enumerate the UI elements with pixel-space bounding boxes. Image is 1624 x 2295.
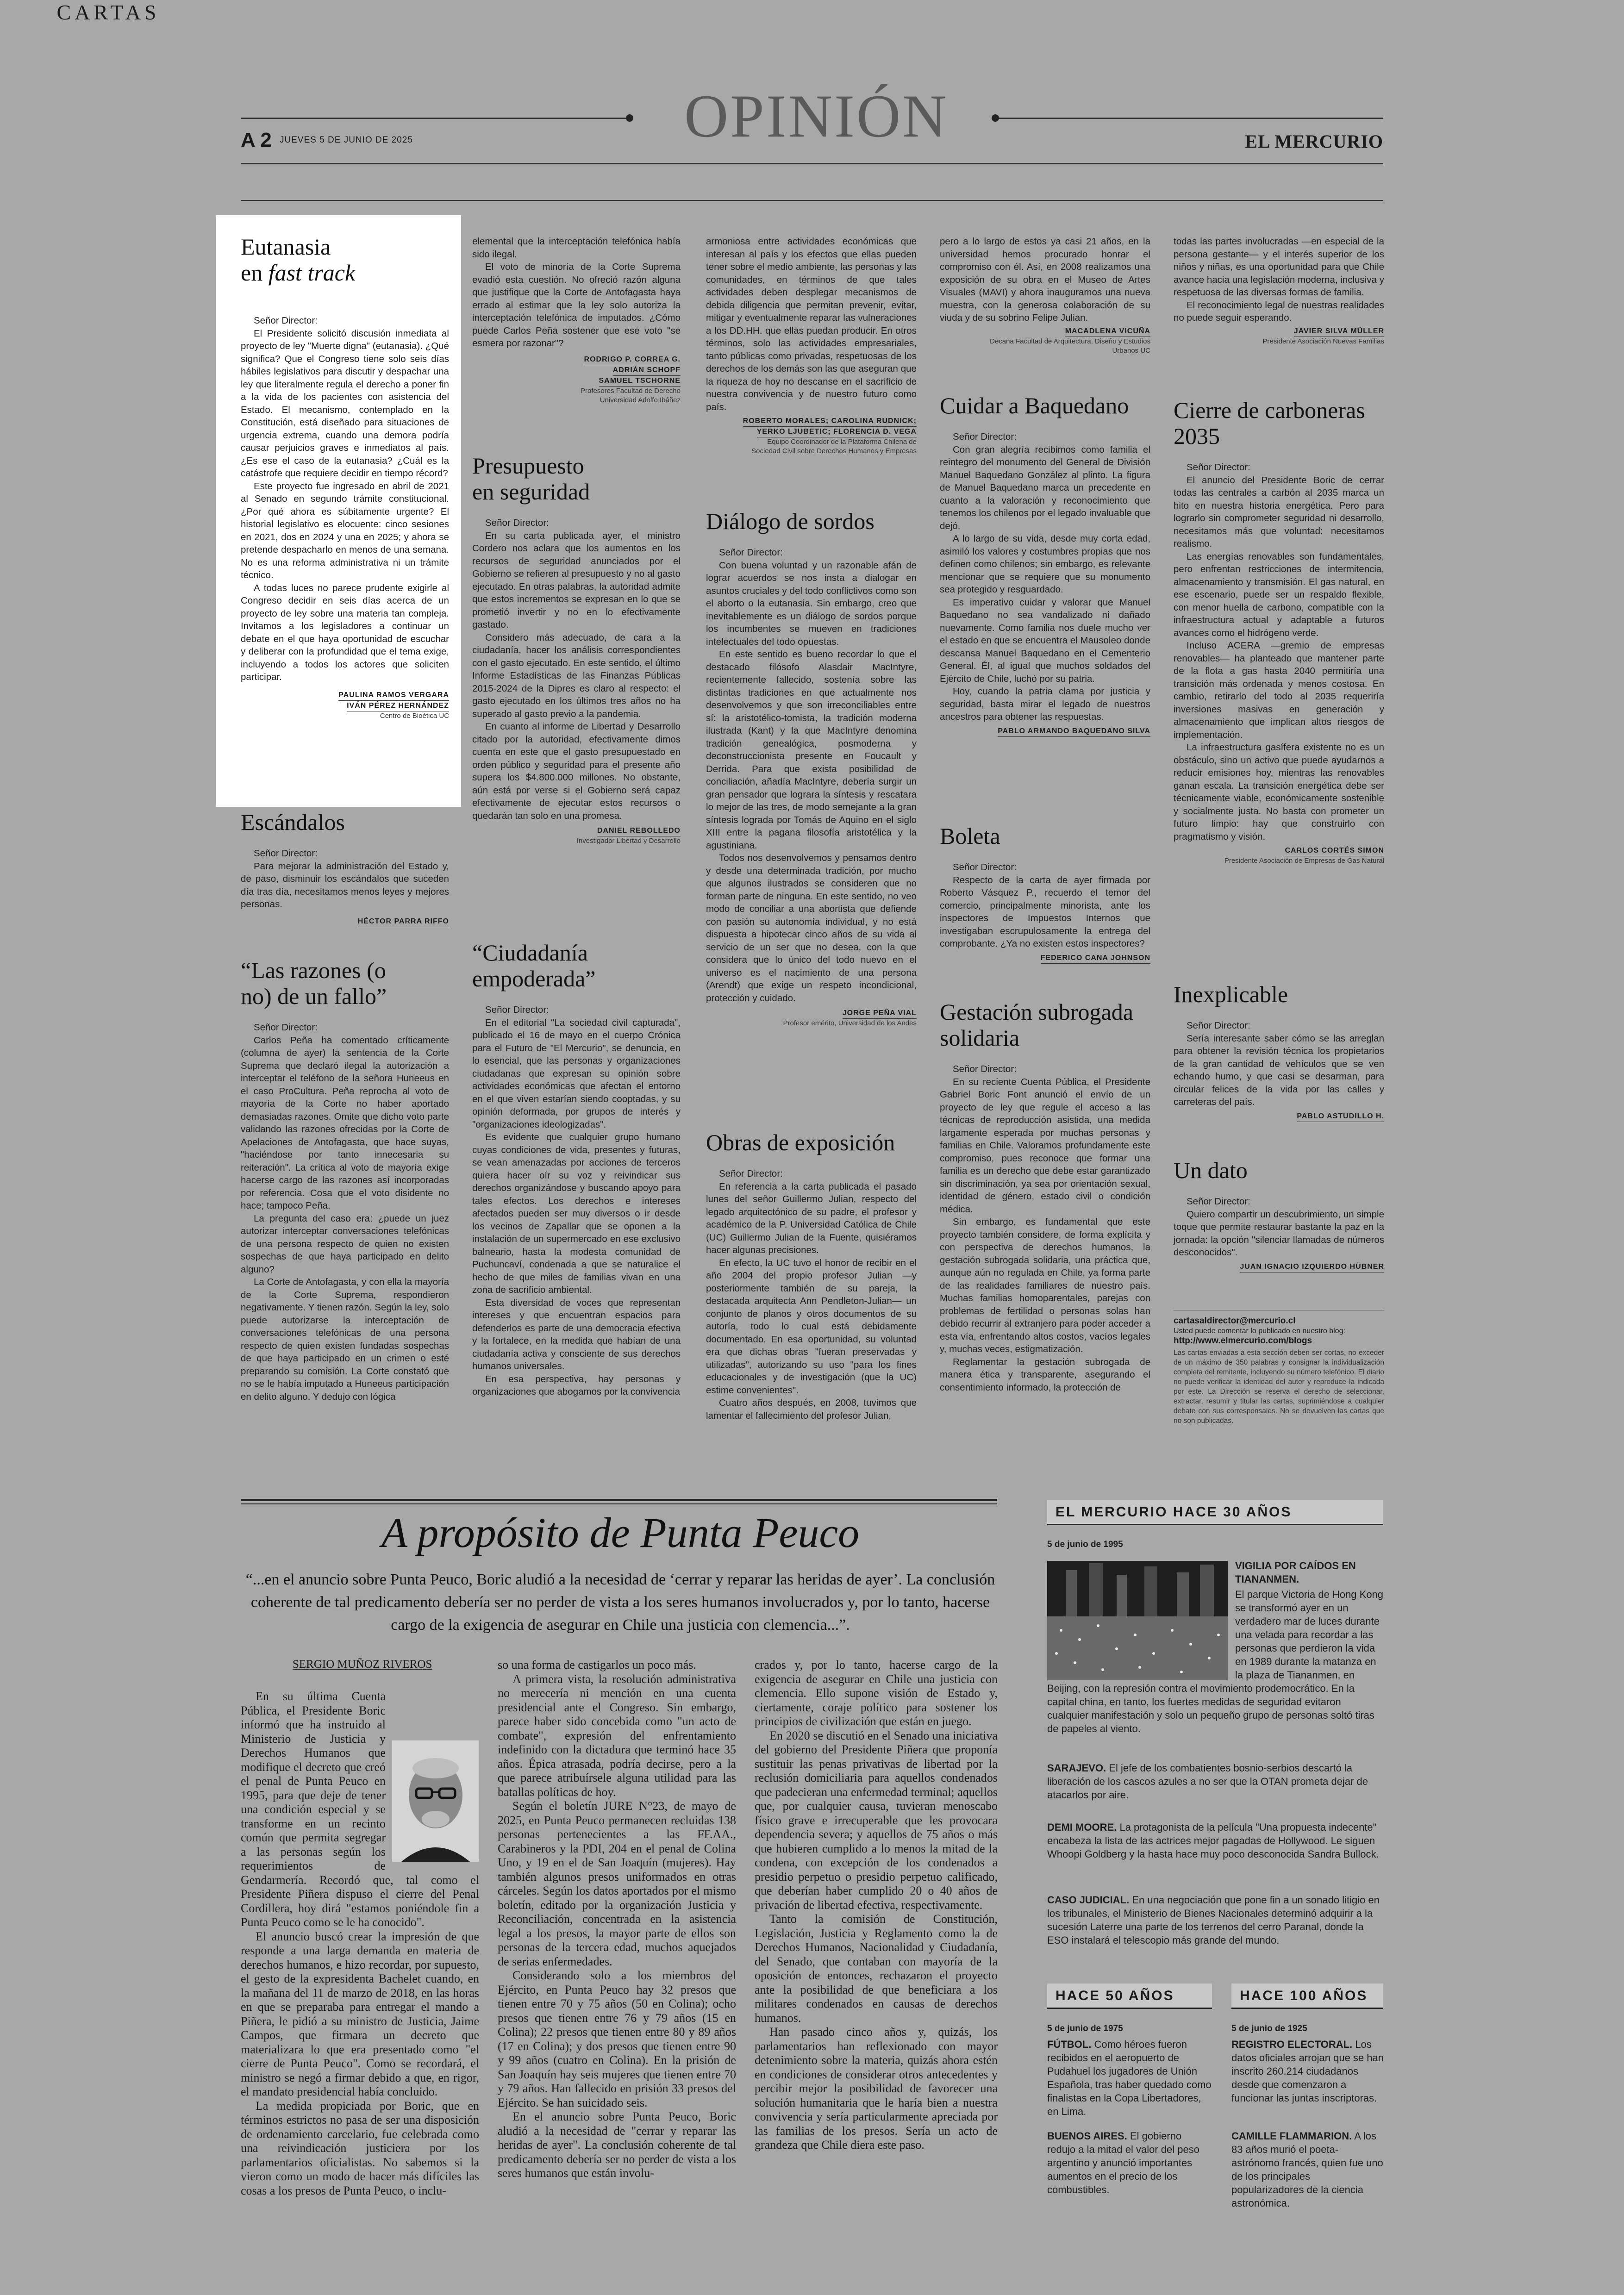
news-demi-moore: DEMI MOORE. La protagonista de la película "Una propuesta indecente" encabeza la lista de las actrices mejor pagadas de Hollywood. Le siguen Whoopi Goldberg y la hasta hace muy poco desconocida Sandra Bullock. (1047, 1821, 1379, 1860)
section-title: OPINIÓN (684, 82, 949, 150)
date-100: 5 de junio de 1925 (1231, 2024, 1307, 2033)
letter-escandalos: Escándalos Señor Director: Para mejorar la administración del Estado y, de paso, disminuir los escándalos que suceden día tras día, necesitamos menos leyes y mejores personas. HÉCTOR PARRA RIFFO (241, 809, 449, 927)
author-portrait (392, 1740, 479, 1862)
column-text-3: crados y, por lo tanto, hacerse cargo de la exigencia de asegurar en Chile una justicia con clemencia. Ello supone visión de Estado y, ciertamente, coraje político para sostener los principios de civilización que están en juego. En 2020 se discutió en el Senado una iniciativa del gobierno del Presidente Piñera que proponía sustituir las penas privativas de libertad por la reclusión domiciliaria para aquellos condenados que padecieran una enfermedad terminal; aquellos que, por cualquier causa, tuvieran menoscabo físico grave e irrecuperable que les provocara dependencia severa; y aquellos de 75 años o más que hubieren cumplido a lo menos la mitad de la condena, con excepción de los condenados a presidio perpetuo o presidio perpetuo calificado, que deberían haber cumplido 20 o 40 años de privación de libertad efectiva, respectivamente. Tanto la comisión de Constitución, Legislación, Justicia y Reglamento como la de Derechos Humanos, Nacionalidad y Ciudadanía, del Senado, que contaban con mayoría de la oposición de entonces, rechazaron el proyecto ante la posibilidad de que beneficiara a los militares condenados en causas de derechos humanos. Han pasado cinco años y, quizás, los parlamentarios han reflexionado con mayor detenimiento sobre la materia, quizás ahora estén en condiciones de considerar otros antecedentes y percibir mejor la posibilidad de favorecer una solución humanitaria que le haría bien a nuestra convivencia y sería particularmente apreciada por las familias de los presos. Sería un acto de grandeza que Chile diera este paso. (755, 1658, 998, 2152)
news-tiananmen: VIGILIA POR CAÍDOS EN TIANANMEN. (1235, 1560, 1356, 1585)
letter-gestacion: Gestación subrogada solidaria Señor Director: En su reciente Cuenta Pública, el Presidente Gabriel Boric Font anunció el envío de un proyecto de ley que regule el acceso a las técnicas de reproducción asistida, una medida largamente esperada por muchas personas y familias en Chile. Valoramos profundamente este compromiso, pues reconoce que formar una familia es un derecho que debe estar garantizado sin discriminación, ya sea por orientación sexual, identidad de género, estado civil o condición médica. Sin embargo, es fundamental que este proyecto también considere, de forma explícita y con perspectiva de derechos humanos, la gestación subrogada solidaria, una práctica que, aunque aún no regulada en Chile, ya forma parte de las realidades familiares de nuestro país. Muchas familias homoparentales, parejas con problemas de fertilidad o personas solas han debido recurrir al extranjero para poder acceder a esta vía, enfrentando altos costos, vacíos legales y, muchas veces, estigmatización. Reglamentar la gestación subrogada de manera ética y transparente, asegurando el consentimiento informado, la protección de (940, 999, 1150, 1393)
date-50: 5 de junio de 1975 (1047, 2024, 1123, 2033)
letter-baquedano: Cuidar a Baquedano Señor Director: Con gran alegría recibimos como familia el reintegro del monumento del General de División Manuel Baquedano González al plinto. La figura de Manuel Baquedano marca un precedente en cuanto a la valoración y reconocimiento que tenemos los chilenos por el legado invaluable que dejó. A lo largo de su vida, desde muy corta edad, asimiló los valores y costumbres propias que nos definen como chilenos; sin embargo, es relevante mencionar que se requiere que su monumento sea protegido y resguardado. Es imperativo cuidar y valorar que Manuel Baquedano no sea vandalizado ni dañado nuevamente. Como familia nos duele mucho ver el estado en que se encuentra el Mausoleo donde descansa Manuel Baquedano en el Cementerio General. Él, al igual que muchos soldados del Ejército de Chile, luchó por su patria. Hoy, cuando la patria clama por justicia y seguridad, basta mirar el legado de nuestros ancestros para obtener las respuestas. PABLO ARMANDO BAQUEDANO SILVA (940, 393, 1150, 737)
news-futbol: FÚTBOL. Como héroes fueron recibidos en el aeropuerto de Pudahuel los jugadores de Unión Española, tras haber quedado como finalistas en la Copa Libertadores, en Lima. (1047, 2039, 1212, 2117)
band-hace-50: HACE 50 AÑOS (1047, 1983, 1212, 2009)
signature: ADRIÁN SCHOPF (472, 365, 681, 376)
letter-title: Escándalos (241, 809, 345, 835)
contact-email[interactable]: cartasaldirector@mercurio.cl (1174, 1316, 1296, 1326)
header-dot-left (626, 114, 633, 122)
header-dot-right (992, 114, 999, 122)
column-rule-top-thin (241, 1503, 997, 1504)
column-text-1: En su última Cuenta Pública, el Presidente Boric informó que ha instruido al Ministerio de Justicia y Derechos Humanos que modifique el decreto que creó el penal de Punta Peuco en 1995, para que deje de tener una condición especial y se transforme en un recinto común que permita segregar a las personas según los requerimientos de Gendarmería. Recordó que, tal como el Presidente Piñera dispuso el cierre del Penal Cordillera, hoy dirá "estamos poniéndole fin a Punta Peuco como se le ha conocido". El anuncio buscó crear la impresión de que responde a una larga demanda en materia de derechos humanos, e hizo recordar, por supuesto, el gesto de la expresidenta Bachelet cuando, en la mañana del 11 de marzo de 2018, en las horas en que se preparaba para entregar el mando a Piñera, le pidió a su ministro de Justicia, Jaime Campos, que firmara un decreto que materializara lo que era presentado como "el cierre de Punta Peuco". Como se recordará, el ministro se negó a firmar debido a que, en rigor, el mandato presidencial había concluido. La medida propiciada por Boric, que en términos estrictos no pasa de ser una disposición de ordenamiento carcelario, fue celebrada como una reivindicación justiciera por los parlamentarios oficialistas. No sabemos si la vieron como un modo de hacer más difíciles las cosas a los presos de Punta Peuco, o inclu- (241, 1690, 479, 2197)
letter-title: Presupuesto en seguridad (472, 453, 590, 505)
signature: ROBERTO MORALES; CAROLINA RUDNICK; (706, 416, 917, 427)
signature: IVÁN PÉREZ HERNÁNDEZ (241, 701, 449, 711)
letter-inexplicable: Inexplicable Señor Director: Sería interesante saber cómo se las arreglan para obtener la revisión técnica los propietarios de la gran cantidad de vehículos que se ven echando humo, y que casi se desarman, para circular felices de la vida por las calles y carreteras del país. PABLO ASTUDILLO H. (1174, 981, 1384, 1122)
signature: JAVIER SILVA MÜLLER (1174, 326, 1384, 337)
signature: FEDERICO CANA JOHNSON (940, 953, 1150, 964)
letter-eutanasia (241, 234, 449, 721)
letter-razones-cont: elemental que la interceptación telefónica había sido ilegal. El voto de minoría de la Corte Suprema evadió esta cuestión. No ofreció razón alguna que justifique que la Corte de Antofagasta haya errado al estimar que la ley solo autoriza la interceptación telefónica de imputados. ¿Cómo puede Carlos Peña sostener que ese voto "se esmera por razonar"? RODRIGO P. CORREA G. ADRIÁN SCHOPF SAMUEL TSCHORNE Profesores Facultad de Derecho Universidad Adolfo Ibáñez (472, 236, 681, 404)
column-text-2: so una forma de castigarlos un poco más. A primera vista, la resolución administrativa no merecería ni mención en una cuenta presidencial ante el Congreso. Sin embargo, parece haber sido concebida como "un acto de combate", expresión del enfrentamiento indefinido con la dictadura que terminó hace 35 años. Épica atrasada, podría decirse, pero a la que parece atribuírsele alguna utilidad para las batallas políticas de hoy. Según el boletín JURE N°23, de mayo de 2025, en Punta Peuco permanecen recluidas 138 personas pertenecientes a las FF.AA., Carabineros y la PDI, 204 en el penal de Colina Uno, y 19 en el de San Joaquín (mujeres). Hay también algunos presos uniformados en otras cárceles. Según los datos aportados por el mismo boletín, editado por la organización Justicia y Reconciliación, concentrada en la asistencia legal a los presos, la mayor parte de ellos son personas de la tercera edad, muchos aquejados de serias enfermedades. Considerando solo a los miembros del Ejército, en Punta Peuco hay 32 presos que tienen entre 70 y 75 años (50 en Colina); ocho presos que tienen entre 76 y 79 años (15 en Colina); 22 presos que tienen entre 80 y 89 años (17 en Colina); y dos presos que tienen entre 90 y 99 años (cuatro en Colina). En la prisión de San Joaquín hay seis mujeres que tienen entre 70 y 79 años. Han fallecido en prisión 33 presos del Ejército. Se han suicidado seis. En el anuncio sobre Punta Peuco, Boric aludió a la necesidad de "cerrar y reparar las heridas de ayer". La conclusión coherente de tal predicamento debería ser no perder de vista a los seres humanos que están involu- (498, 1658, 736, 2180)
column-quote: “...en el anuncio sobre Punta Peuco, Boric aludió a la necesidad de ‘cerrar y reparar las heridas de ayer’. La conclusión coherente de tal predicamento debería ser no perder de vista a los seres humanos involucrados y, por lo tanto, hacerse cargo de la exigencia de asegurar en Chile una justicia con clemencia...”. (245, 1571, 995, 1634)
letter-title: “Ciudadanía empoderada” (472, 940, 596, 992)
header-rule-right (995, 118, 1383, 119)
signature: SAMUEL TSCHORNE (472, 376, 681, 387)
letter-title: Inexplicable (1174, 981, 1288, 1007)
band-hace-100: HACE 100 AÑOS (1231, 1983, 1383, 2009)
letter-body: Señor Director: El Presidente solicitó discusión inmediata al proyecto de ley "Muerte digna" (eutanasia). ¿Qué significa? Que el Congreso tiene solo seis días hábiles legislativos para discutir y despachar una ley que literalmente regula el derecho a poner fin a la vida de los pacientes con asistencia del Estado. El mecanismo, contemplado en la Constitución, está diseñado para situaciones de urgencia extrema, cuando una demora podría causar perjuicios graves e inmediatos al país. ¿Es ese el caso de la eutanasia? ¿Cuál es la catástrofe que requiere decidir en tiempo récord? Este proyecto fue ingresado en abril de 2021 al Senado en segundo trámite constitucional. ¿Por qué ahora es súbitamente urgente? El historial legislativo es elocuente: cinco sesiones en 2021, dos en 2024 y una en 2025; y ahora se pretende despacharlo en menos de una semana. No es una reforma administrativa ni un trámite técnico. A todas luces no parece prudente exigirle al Congreso decidir en seis días acerca de un proyecto de ley sobre una materia tan compleja. Invitamos a los legisladores a continuar un debate en el que haya oportunidad de escuchar y deliberar con la profundidad que el tema exige, incluyendo a todos los actores que soliciten participar. (241, 315, 449, 682)
letter-razones: “Las razones (o no) de un fallo” Señor Director: Carlos Peña ha comentado críticamente (columna de ayer) la sentencia de la Corte Suprema que declaró ilegal la autorización a interceptar el teléfono de la señora Huneeus en el caso ProCultura. Peña reprocha al voto de mayoría de la Corte no haber aportado demasiadas razones. Omite que dicho voto parte validando las razones ofrecidas por la Corte de Apelaciones de Antofagasta, que hace suyas, "haciéndose por tanto innecesaria su reiteración". La crítica al voto de mayoría exige hacerse cargo de las razones así incorporadas por referencia. Cosa que el voto disidente no hace; tampoco Peña. La pregunta del caso era: ¿puede un juez autorizar interceptar conversaciones telefónicas de una persona respecto de quien no existen sospechas de que haya participado en delito alguno? La Corte de Antofagasta, y con ella la mayoría de la Corte Suprema, respondieron negativamente. Y tienen razón. Según la ley, solo puede autorizarse la interceptación de conversaciones telefónicas de una persona respecto de quien existen fundadas sospechas de que haya participado en un crimen o esté preparando su comisión. La Corte constató que no se le había imputado a Huneeus participación en delito alguno. Y dedujo con lógica (241, 957, 449, 1402)
column-title: A propósito de Punta Peuco (381, 1509, 860, 1556)
letter-title: “Las razones (o no) de un fallo” (241, 957, 387, 1009)
signature: RODRIGO P. CORREA G. (472, 355, 681, 365)
header-rule-bottom (241, 200, 1383, 201)
page-date: JUEVES 5 DE JUNIO DE 2025 (280, 135, 413, 145)
letter-ciudadania-cont: armoniosa entre actividades económicas que interesan al país y los efectos que ellas pueden tener sobre el medio ambiente, las personas y las comunidades, en términos de que tales actividades deben desplegar mecanismos de debida diligencia que permitan prevenir, evitar, mitigar y eventualmente reparar las vulneraciones a los DD.HH. que ellas puedan producir. En otros términos, solo las actividades empresariales, tanto públicas como privadas, respetuosas de los derechos de los demás son las que aseguran que la riqueza de hoy no descanse en el sacrificio de nuestra convivencia y de nuestro futuro como país. ROBERTO MORALES; CAROLINA RUDNICK; YERKO LJUBETIC; FLORENCIA D. VEGA Equipo Coordinador de la Plataforma Chilena de Sociedad Civil sobre Derechos Humanos y Empresas (706, 236, 917, 455)
news-buenos-aires: BUENOS AIRES. El gobierno redujo a la mitad el valor del peso argentino y anunció importantes aumentos en el precio de los combustibles. (1047, 2130, 1199, 2195)
letter-title: Cierre de carboneras 2035 (1174, 397, 1365, 449)
newspaper-brand: EL MERCURIO (1245, 131, 1383, 152)
date-30: 5 de junio de 1995 (1047, 1540, 1123, 1549)
letter-gestacion-cont: todas las partes involucradas —en especial de la persona gestante— y el interés superior de los niños y niñas, es una oportunidad para que Chile avance hacia una legislación moderna, inclusiva y respetuosa de las diversas formas de familia. El reconocimiento legal de nuestras realidades no puede seguir esperando. JAVIER SILVA MÜLLER Presidente Asociación Nuevas Familias (1174, 236, 1384, 345)
letter-title: Diálogo de sordos (706, 508, 874, 534)
letter-boleta: Boleta Señor Director: Respecto de la carta de ayer firmada por Roberto Vásquez P., recuerdo el temor del comercio, principalmente minorista, ante los inspectores de Impuestos Internos que investigaban escrupulosamente la entrega del comprobante. ¿Ya no existen estos inspectores? FEDERICO CANA JOHNSON (940, 823, 1150, 964)
letter-dato: Un dato Señor Director: Quiero compartir un descubrimiento, un simple toque que permite restaurar bastante la paz en la jornada: la opción "silenciar llamadas de números desconocidos". JUAN IGNACIO IZQUIERDO HÜBNER (1174, 1157, 1384, 1272)
signature: PABLO ASTUDILLO H. (1174, 1111, 1384, 1122)
letter-presupuesto: Presupuesto en seguridad Señor Director: En su carta publicada ayer, el ministro Cordero nos aclara que los aumentos en los recursos de seguridad anunciados por el Gobierno se refieren al presupuesto y no al gasto ejecutado. En otras palabras, la autoridad admite que estos incrementos se expresan en lo que se prometió invertir y no en lo efectivamente gastado. Considero más adecuado, de cara a la ciudadanía, hacer los análisis correspondientes con el gasto ejecutado. En este sentido, el último Informe Estadísticas de las Finanzas Públicas 2015-2024 de la Dipres es claro al respecto: el gasto ejecutado en los últimos tres años no ha superado al gasto previo a la pandemia. En cuanto al informe de Libertad y Desarrollo citado por la autoridad, efectivamente dimos cuenta en este que el gasto presupuestado en orden público y seguridad para el presente año supera los $4.800.000 millones. No obstante, aún está por verse si el Gobierno será capaz efectivamente de ejecutar estos recursos o quedarán tan solo en una promesa. DANIEL REBOLLEDO Investigador Libertad y Desarrollo (472, 453, 681, 845)
column-rule-top (241, 1499, 997, 1501)
letter-title: Gestación subrogada solidaria (940, 999, 1133, 1051)
header-rule-left (241, 118, 630, 119)
news-tiananmen-body (1047, 1559, 1384, 1586)
letter-title: Boleta (940, 823, 1000, 849)
letter-dialogo: Diálogo de sordos Señor Director: Con buena voluntad y un razonable afán de lograr acuerdos se nos insta a dialogar en asuntos cruciales y del todo conflictivos como son el aborto o la eutanasia. Sin embargo, creo que inevitablemente es un diálogo de sordos porque los incumbentes se mueven en tradiciones intelectuales del todo opuestas. En este sentido es bueno recordar lo que el destacado filósofo Alasdair MacIntyre, recientemente fallecido, sostenía sobre las distintas tradiciones en que actualmente nos desenvolvemos y que son irreconciliables entre sí: la aristotélico-tomista, la tradición moderna ilustrada (Kant) y la que MacIntyre denomina tradición genealógica, posmoderna y deconstruccionista presente en Foucault y Derrida. Para que exista posibilidad de conciliación, añadía MacIntyre, debería surgir un gran pensador que lograra la síntesis y rescatara lo mejor de las tres, de modo semejante a la gran síntesis lograda por Tomás de Aquino en el siglo XIII entre la pagana filosofía aristotélica y la agustiniana. Todos nos desenvolvemos y pensamos dentro y desde una determinada tradición, por mucho que algunos ilustrados se consideren que no forman parte de ninguna. En este sentido, no veo modo de conciliar a una abortista que defiende con pasión su autonomía individual, y no está dispuesta a hipotecar cinco años de su vida al servicio de un ser que no desea, con la que considera que lo único del todo nuevo en el universo es el nacimiento de una persona (Arendt) que exige un respeto incondicional, protección y cuidado. JORGE PEÑA VIAL Profesor emérito, Universidad de los Andes (706, 508, 917, 1027)
letter-ciudadania: “Ciudadanía empoderada” Señor Director: En el editorial "La sociedad civil capturada", publicado el 16 de mayo en el cuerpo Crónica para el Futuro de "El Mercurio", se denuncia, en lo esencial, que las personas y organizaciones ciudadanas que expresan su opinión sobre actividades económicas que afectan el entorno en el que viven estarían siendo cooptadas, y su opinión deformada, por grupos de interés y "organizaciones ideologizadas". Es evidente que cualquier grupo humano cuyas condiciones de vida, presentes y futuras, se vean amenazadas por acciones de terceros quiera hacer oír su voz y reivindicar sus derechos organizándose y buscando apoyo para tales efectos. Los derechos e intereses afectados pueden ser muy diversos o ir desde los vecinos de Zapallar que se oponen a la instalación de un supermercado en ese exclusivo balneario, hasta la modesta comunidad de Puchuncaví, condenada a que se naturalice el hecho de que miles de familias vivan en una zona de sacrificio ambiental. Esta diversidad de voces que representan intereses y que encuentran espacios para defenderlos es parte de una democracia efectiva y la fortalece, en la medida que habían de una ciudadanía activa y consciente de sus derechos humanos universales. En esa perspectiva, hay personas y organizaciones que abogamos por la convivencia (472, 940, 681, 1397)
signature: YERKO LJUBETIC; FLORENCIA D. VEGA (706, 427, 917, 437)
signature: CARLOS CORTÉS SIMON (1174, 846, 1384, 856)
author-photo (392, 1740, 479, 1862)
letter-obras-cont: pero a lo largo de estos ya casi 21 años, en la universidad hemos procurado honrar el compromiso con él. Así, en 2008 realizamos una exposición de su obra en el Museo de Artes Visuales (MAVI) y ahora inauguramos una nueva muestra, con la generosa colaboración de su viuda y de su sobrino Felipe Julian. MACADLENA VICUÑA Decana Facultad de Arquitectura, Diseño y Estudios Urbanos UC (940, 236, 1150, 355)
letter-title: Un dato (1174, 1157, 1248, 1183)
subsection-title: CARTAS (56, 0, 160, 24)
signature: PABLO ARMANDO BAQUEDANO SILVA (940, 726, 1150, 737)
letter-carboneras: Cierre de carboneras 2035 Señor Director: El anuncio del Presidente Boric de cerrar todas las centrales a carbón al 2035 marca un hito en nuestra historia energética. Pero para lograrlo sin comprometer seguridad ni desarrollo, necesitamos más que voluntad: necesitamos realismo. Las energías renovables son fundamentales, pero enfrentan restricciones de intermitencia, almacenamiento y transmisión. El gas natural, en ese escenario, puede ser un respaldo flexible, con menor huella de carbono, compatible con la infraestructura actual y adaptable a futuros avances como el hidrógeno verde. Incluso ACERA —gremio de empresas renovables— ha planteado que mantener parte de la flota a gas hasta 2040 permitiría una transición más ordenada y menos costosa. En cambio, retirarlo del todo al 2035 requeriría inversiones masivas en generación y almacenamiento que implican altos riesgos de implementación. La infraestructura gasífera existente no es un obstáculo, sino un activo que puede ayudarnos a reducir emisiones hoy, mientras las renovables ganan escala. La transición energética debe ser técnicamente viable, económicamente sostenible y socialmente justa. No basta con prometer un futuro limpio: hay que construirlo con pragmatismo y visión. CARLOS CORTÉS SIMON Presidente Asociación de Empresas de Gas Natural (1174, 397, 1384, 865)
letter-title: Eutanasia en fast track (241, 234, 356, 286)
news-sarajevo: SARAJEVO. El jefe de los combatientes bosnio-serbios descartó la liberación de los cascos azules a no ser que la OTAN prometa dejar de atacarlos por aire. (1047, 1762, 1368, 1801)
signature: PAULINA RAMOS VERGARA (241, 690, 449, 701)
letter-title: Obras de exposición (706, 1129, 895, 1155)
letter-title: Cuidar a Baquedano (940, 393, 1129, 418)
news-registro: REGISTRO ELECTORAL. Los datos oficiales arrojan que se han inscrito 260.214 ciudadanos desde que comenzaron a funcionar las juntas inscriptoras. (1231, 2039, 1384, 2104)
signature: JORGE PEÑA VIAL (706, 1008, 917, 1019)
page-number: A 2 (241, 129, 272, 151)
news-flammarion: CAMILLE FLAMMARION. A los 83 años murió el poeta-astrónomo francés, quien fue uno de los principales popularizadores de la ciencia astronómica. (1231, 2130, 1383, 2209)
contact-rules: Las cartas enviadas a esta sección deben ser cortas, no exceder de un máximo de 350 palabras y consignar la individualización completa del remitente, incluyendo su número telefónico. El diario no puede verificar la identidad del autor y reproduce la indicada por este. La Dirección se reserva el derecho de seleccionar, extractar, resumir y titular las cartas, suprimiéndose a cualquier debate con sus corresponsales. No se devuelven las cartas que no son publicadas. (1174, 1349, 1384, 1425)
header-rule-full (241, 163, 1383, 164)
band-hace-30: EL MERCURIO HACE 30 AÑOS (1047, 1500, 1383, 1525)
signature: HÉCTOR PARRA RIFFO (241, 917, 449, 927)
signature: DANIEL REBOLLEDO (472, 826, 681, 836)
contact-box: cartasaldirector@mercurio.cl Usted puede comentar lo publicado en nuestro blog: http://www.elmercurio.com/blogs Las cartas enviadas a esta sección deben ser cortas, no exceder de un máximo de 350 palabras y consignar la individualización completa del remitente, incluyendo su número telefónico. El diario no puede verificar la identidad del autor y reproduce la indicada por este. La Dirección se reserva el derecho de seleccionar, extractar, resumir y titular las cartas, suprimiéndose a cualquier debate con sus corresponsales. No se devuelven las cartas que no son publicadas. (1174, 1310, 1384, 1426)
letter-obras: Obras de exposición Señor Director: En referencia a la carta publicada el pasado lunes del señor Guillermo Julian, respecto del legado arquitectónico de su padre, el profesor y académico de la P. Universidad Católica de Chile (UC) Guillermo Julian de la Fuente, quisiéramos hacer algunas precisiones. En efecto, la UC tuvo el honor de recibir en el año 2004 del propio profesor Julian —y posteriormente también de su pareja, la destacada arquitecta Ann Pendleton-Julian— un conjunto de planos y otros documentos de su autoría, todo lo cual está debidamente documentado. En esa oportunidad, su voluntad era que dichas obras "fueran preservadas y utilizadas", autorizando su uso "para los fines educacionales y de investigación (que la UC) estime convenientes". Cuatro años después, en 2008, tuvimos que lamentar el fallecimiento del profesor Julian, (706, 1129, 917, 1421)
news-caso-judicial: CASO JUDICIAL. En una negociación que pone fin a un sonado litigio en los tribunales, el Ministerio de Bienes Nacionales determinó adquirir a la sucesión Laterre una parte de los terrenos del cerro Paranal, donde la ESO instalará el telescopio más grande del mundo. (1047, 1894, 1380, 1946)
affiliation: Centro de Bioética UC (380, 711, 449, 720)
signature: MACADLENA VICUÑA (940, 326, 1150, 337)
column-author: SERGIO MUÑOZ RIVEROS (293, 1658, 432, 1671)
blog-link[interactable]: http://www.elmercurio.com/blogs (1174, 1336, 1312, 1346)
signature: JUAN IGNACIO IZQUIERDO HÜBNER (1174, 1262, 1384, 1272)
